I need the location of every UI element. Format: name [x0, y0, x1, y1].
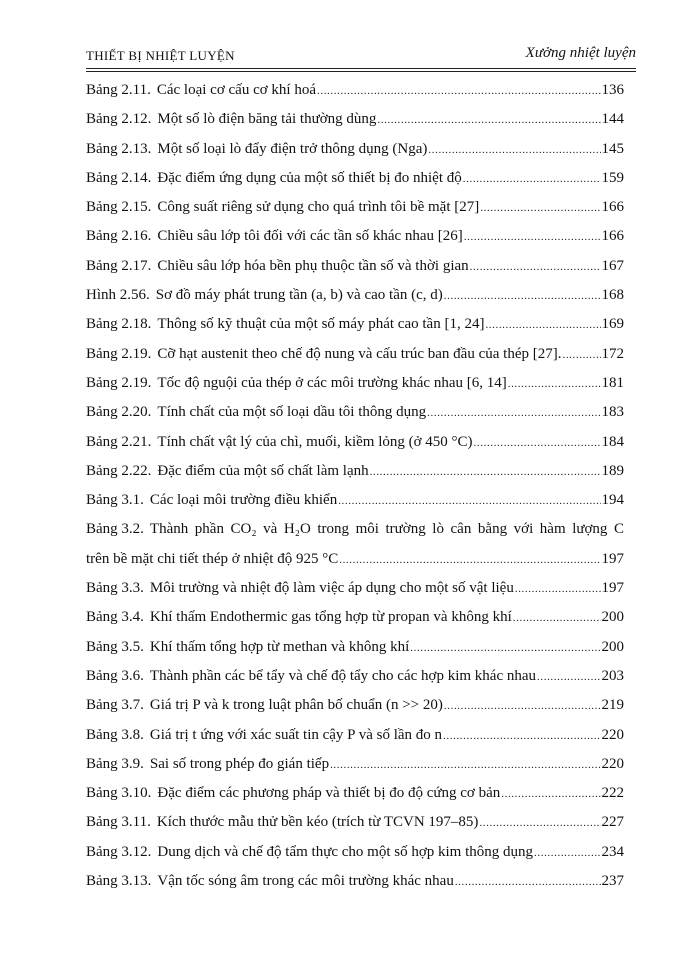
entry-number: Bảng 3.9.: [86, 755, 144, 772]
entry-title: Giá trị t ứng với xác suất tin cậy P và số lần đo n: [149, 726, 443, 743]
dot-leader: [339, 546, 600, 574]
dot-leader: [501, 780, 600, 808]
entry-number: Bảng 3.8.: [86, 726, 144, 743]
entry-number: Bảng 3.10.: [86, 785, 152, 802]
entry-number: Bảng 3.1.: [86, 492, 144, 509]
dot-leader: [470, 253, 601, 281]
toc-entry[interactable]: [86, 867, 624, 896]
entry-page: 136: [601, 82, 624, 98]
toc-entry[interactable]: [86, 779, 624, 808]
toc-entry[interactable]: [86, 574, 624, 603]
toc-entry[interactable]: [86, 721, 624, 750]
entry-page: 189: [601, 462, 624, 479]
entry-page: 172: [601, 345, 624, 362]
entry-page: 222: [601, 785, 624, 802]
entry-title: Kích thước mẫu thử bền kéo (trích từ TCVN 197–85): [156, 814, 479, 831]
entry-title: Sơ đồ máy phát trung tần (a, b) và cao tần (c, d): [155, 287, 443, 304]
page-header: [86, 44, 636, 66]
entry-number: Bảng 2.14.: [86, 169, 152, 186]
dot-leader: [515, 575, 601, 603]
entry-page: 144: [601, 111, 624, 128]
entry-page: 197: [601, 550, 624, 567]
dot-leader: [474, 429, 601, 457]
dot-leader: [428, 136, 600, 164]
entry-title: Tính chất vật lý của chì, muối, kiềm lỏng (ở 450 °C): [157, 433, 473, 450]
entry-title: Vận tốc sóng âm trong các môi trường khác nhau: [157, 873, 454, 890]
toc-entry[interactable]: [86, 603, 624, 632]
toc-entry[interactable]: [86, 838, 624, 867]
entry-page: 194: [601, 492, 624, 509]
entry-page: 169: [601, 316, 624, 333]
toc-entry[interactable]: [86, 750, 624, 779]
entry-page: 168: [601, 287, 624, 304]
dot-leader: [480, 194, 600, 222]
toc-entry-continuation[interactable]: [86, 545, 624, 574]
entry-number: Bảng 3.3.: [86, 580, 144, 597]
entry-number: Bảng 3.12.: [86, 843, 152, 860]
entry-title-continued: trên bề mặt chi tiết thép ở nhiệt độ 925 °C: [86, 550, 339, 567]
dot-leader: [463, 165, 601, 193]
entry-number: Bảng 2.11.: [86, 82, 151, 98]
entry-number: Bảng 2.15.: [86, 199, 152, 216]
entry-page: 167: [601, 257, 624, 274]
book-title: THIẾT BỊ NHIỆT LUYỆN: [86, 48, 235, 63]
toc-entry[interactable]: [86, 222, 624, 251]
dot-leader: [443, 722, 600, 750]
entry-number: Bảng 2.19.: [86, 345, 152, 362]
toc-entry[interactable]: [86, 369, 624, 398]
entry-page: 200: [601, 609, 624, 626]
dot-leader: [464, 223, 601, 251]
entry-number: Bảng 2.19.: [86, 374, 152, 391]
dot-leader: [513, 604, 601, 632]
entry-page: 237: [601, 873, 624, 890]
dot-leader: [444, 692, 601, 720]
dot-leader: [377, 106, 600, 134]
entry-title: Các loại cơ cấu cơ khí hoá: [156, 82, 316, 98]
entry-title: Đặc điểm ứng dụng của một số thiết bị đo nhiệt độ: [157, 169, 462, 186]
toc-entry[interactable]: [86, 486, 624, 515]
entry-title: Khí thấm tổng hợp từ methan và không khí: [149, 638, 410, 655]
entry-title: Khí thấm Endothermic gas tổng hợp từ propan và không khí: [149, 609, 512, 626]
table-of-contents: [86, 76, 624, 896]
chapter-title: Xưởng nhiệt luyện: [525, 45, 636, 61]
entry-number: Bảng 2.17.: [86, 257, 152, 274]
dot-leader: [317, 77, 601, 105]
entry-number: Bảng 2.13.: [86, 140, 152, 157]
entry-page: 227: [601, 814, 624, 831]
dot-leader: [508, 370, 601, 398]
entry-page: 200: [601, 638, 624, 655]
entry-title: Cỡ hạt austenit theo chế độ nung và cấu trúc ban đầu của thép [27].: [157, 345, 562, 362]
toc-entry[interactable]: [86, 398, 624, 427]
toc-entry[interactable]: [86, 428, 624, 457]
entry-page: 184: [601, 433, 624, 450]
dot-leader: [444, 282, 601, 310]
toc-entry[interactable]: [86, 281, 624, 310]
entry-title: Chiều sâu lớp hóa bền phụ thuộc tần số và thời gian: [157, 257, 469, 274]
entry-title: Môi trường và nhiệt độ làm việc áp dụng cho một số vật liệu: [149, 580, 514, 597]
dot-leader: [537, 663, 600, 691]
entry-title: Dung dịch và chế độ tẩm thực cho một số hợp kim thông dụng: [157, 843, 534, 860]
entry-page: 166: [601, 228, 624, 245]
toc-entry[interactable]: [86, 252, 624, 281]
dot-leader: [427, 399, 600, 427]
toc-entry[interactable]: [86, 633, 624, 662]
dot-leader: [338, 487, 600, 515]
entry-number: Bảng 2.21.: [86, 433, 152, 450]
entry-title: Các loại môi trường điều khiển: [149, 492, 338, 509]
entry-number: Hình 2.56.: [86, 287, 150, 304]
entry-title: Một số loại lò đẩy điện trở thông dụng (Nga): [157, 140, 428, 157]
toc-entry[interactable]: [86, 457, 624, 486]
entry-page: 183: [601, 404, 624, 421]
entry-title: Sai số trong phép đo gián tiếp: [149, 755, 330, 772]
dot-leader: [410, 634, 600, 662]
entry-title: Thành phần CO₂ và H₂O trong môi trường lò cân bằng với hàm lượng C: [149, 521, 624, 538]
entry-page: 203: [601, 667, 624, 684]
toc-entry[interactable]: [86, 135, 624, 164]
dot-leader: [479, 809, 600, 837]
dot-leader: [455, 868, 601, 896]
toc-entry[interactable]: [86, 340, 624, 369]
entry-title: Đặc điểm các phương pháp và thiết bị đo độ cứng cơ bản: [157, 785, 501, 802]
header-rule-double: [86, 71, 636, 72]
entry-page: 234: [601, 843, 624, 860]
entry-number: Bảng 3.2.: [86, 521, 144, 538]
entry-page: 220: [601, 755, 624, 772]
toc-entry[interactable]: [86, 193, 624, 222]
toc-entry[interactable]: [86, 691, 624, 720]
entry-title: Tính chất của một số loại dầu tôi thông dụng: [157, 404, 427, 421]
entry-page: 181: [601, 374, 624, 391]
dot-leader: [330, 751, 600, 779]
dot-leader: [485, 311, 600, 339]
toc-entry[interactable]: [86, 310, 624, 339]
entry-number: Bảng 2.18.: [86, 316, 152, 333]
toc-entry[interactable]: [86, 662, 624, 691]
entry-title: Công suất riêng sử dụng cho quá trình tôi bề mặt [27]: [157, 199, 480, 216]
entry-title: Tốc độ nguội của thép ở các môi trường khác nhau [6, 14]: [157, 374, 507, 391]
entry-page: 166: [601, 199, 624, 216]
entry-page: 219: [601, 697, 624, 714]
dot-leader: [370, 458, 601, 486]
entry-number: Bảng 2.22.: [86, 462, 152, 479]
toc-entry[interactable]: [86, 515, 624, 544]
entry-number: Bảng 2.12.: [86, 111, 152, 128]
entry-title: Giá trị P và k trong luật phân bố chuẩn (n >> 20): [149, 697, 443, 714]
header-rule: [86, 68, 636, 69]
entry-title: Chiều sâu lớp tôi đối với các tần số khác nhau [26]: [157, 228, 463, 245]
entry-title: Một số lò điện băng tải thường dùng: [157, 111, 377, 128]
toc-entry[interactable]: [86, 76, 624, 105]
entry-number: Bảng 2.20.: [86, 404, 152, 421]
entry-number: Bảng 3.11.: [86, 814, 151, 831]
entry-page: 197: [601, 580, 624, 597]
entry-page: 145: [601, 140, 624, 157]
entry-number: Bảng 3.5.: [86, 638, 144, 655]
entry-title: Thành phần các bể tẩy và chế độ tẩy cho các hợp kim khác nhau: [149, 667, 537, 684]
entry-number: Bảng 2.16.: [86, 228, 152, 245]
toc-entry[interactable]: [86, 164, 624, 193]
dot-leader: [534, 839, 600, 867]
toc-entry[interactable]: [86, 105, 624, 134]
entry-page: 159: [601, 169, 624, 186]
entry-title: Đặc điểm của một số chất làm lạnh: [157, 462, 369, 479]
entry-page: 220: [601, 726, 624, 743]
entry-number: Bảng 3.4.: [86, 609, 144, 626]
entry-title: Thông số kỹ thuật của một số máy phát cao tần [1, 24]: [157, 316, 485, 333]
entry-number: Bảng 3.13.: [86, 873, 152, 890]
entry-number: Bảng 3.6.: [86, 667, 144, 684]
toc-entry[interactable]: [86, 808, 624, 837]
dot-leader: [562, 341, 600, 369]
entry-number: Bảng 3.7.: [86, 697, 144, 714]
